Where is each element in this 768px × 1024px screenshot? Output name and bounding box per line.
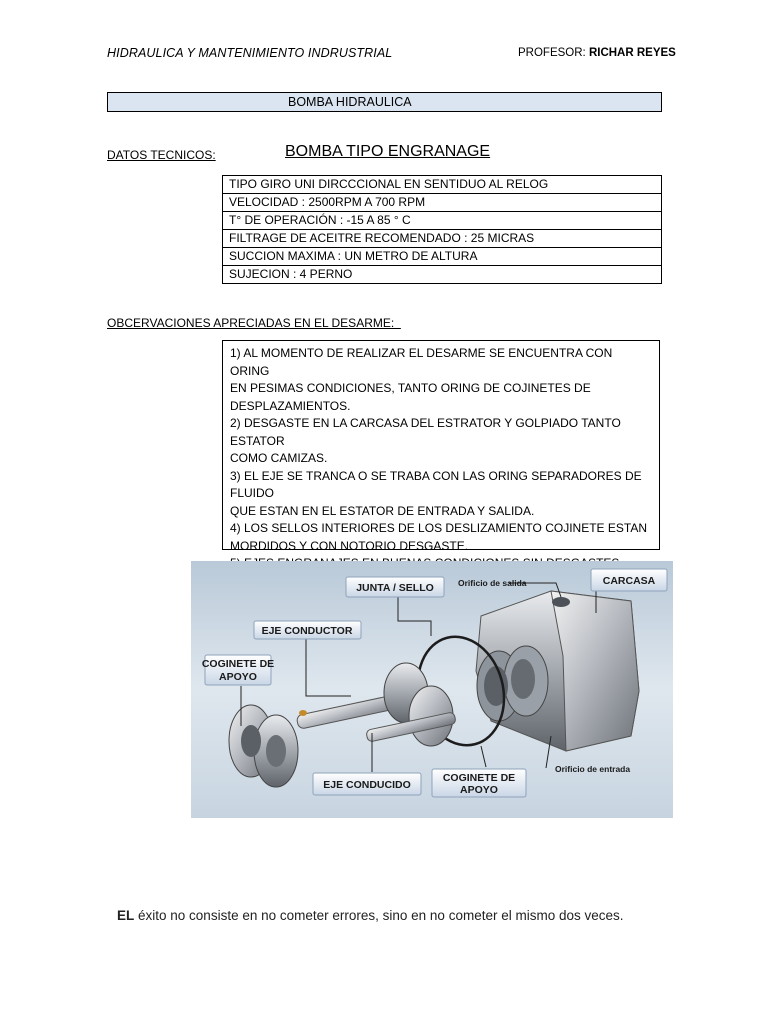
spec-cell: FILTRAGE DE ACEITRE RECOMENDADO : 25 MICRAS — [223, 230, 662, 248]
quote-lead: EL — [117, 908, 135, 923]
observation-line: EN PESIMAS CONDICIONES, TANTO ORING DE COJINETES DE — [230, 381, 591, 395]
table-row — [223, 212, 662, 230]
specs-table — [222, 175, 662, 284]
observation-line: COMO CAMIZAS. — [230, 451, 328, 465]
observation-line: MORDIDOS Y CON NOTORIO DESGASTE. — [230, 538, 469, 553]
label-eje-conductor — [254, 621, 361, 639]
observations-label: OBCERVACIONES APRECIADAS EN EL DESARME: — [107, 316, 401, 330]
page-title: BOMBA HIDRAULICA — [288, 95, 412, 109]
label-coginete-right — [432, 769, 526, 797]
orificio-salida-label: Orificio de salida — [458, 578, 527, 588]
label-carcasa — [591, 569, 667, 591]
coginete-left-line1: COGINETE DE — [201, 658, 275, 670]
observation-line: QUE ESTAN EN EL ESTATOR DE ENTRADA Y SALIDA. — [230, 503, 535, 518]
observation-line: 1) AL MOMENTO DE REALIZAR EL DESARME SE ENCUENTRA CON ORING — [230, 346, 613, 378]
spec-cell: VELOCIDAD : 2500RPM A 700 RPM — [223, 194, 662, 212]
pump-exploded-diagram — [191, 561, 673, 818]
spec-cell: SUCCION MAXIMA : UN METRO DE ALTURA — [223, 248, 662, 266]
eje-conducido-label: EJE CONDUCIDO — [323, 779, 411, 791]
spec-cell: T° DE OPERACIÓN : -15 A 85 ° C — [223, 212, 662, 230]
observation-line: 2) DESGASTE EN LA CARCASA DEL ESTRATOR Y GOLPIADO TANTO ESTATOR — [230, 416, 621, 448]
closing-quote — [107, 906, 660, 926]
table-row — [223, 230, 662, 248]
table-row — [223, 194, 662, 212]
carcasa-label: CARCASA — [602, 575, 656, 587]
spec-cell: SUJECION : 4 PERNO — [223, 266, 662, 284]
course-title: HIDRAULICA Y MANTENIMIENTO INDRUSTRIAL — [107, 46, 393, 60]
eje-conductor-label: EJE CONDUCTOR — [261, 625, 353, 637]
observations-box — [222, 340, 660, 553]
observation-line: 3) EL EJE SE TRANCA O SE TRABA CON LAS ORING SEPARADORES DE FLUIDO — [230, 468, 642, 500]
professor-line — [518, 47, 676, 59]
coginete-right-line1: COGINETE DE — [442, 772, 516, 784]
table-row — [223, 248, 662, 266]
junta-label: JUNTA / SELLO — [356, 582, 434, 594]
datos-tecnicos-label: DATOS TECNICOS: — [107, 148, 216, 162]
title-bar — [107, 92, 662, 112]
pump-diagram-svg — [191, 561, 673, 818]
spec-cell: TIPO GIRO UNI DIRCCCIONAL EN SENTIDUO AL RELOG — [223, 176, 662, 194]
label-eje-conducido — [313, 773, 421, 795]
quote-text: éxito no consiste en no cometer errores, sino en no cometer el mismo dos veces. — [134, 908, 624, 923]
pump-type-title: BOMBA TIPO ENGRANAGE — [285, 143, 491, 160]
table-row — [223, 176, 662, 194]
table-row — [223, 266, 662, 284]
label-coginete-left — [202, 655, 274, 685]
coginete-left-line2: APOYO — [219, 671, 257, 683]
observation-line: DESPLAZAMIENTOS. — [230, 398, 351, 413]
observation-line: 4) LOS SELLOS INTERIORES DE LOS DESLIZAMIENTO COJINETE ESTAN — [230, 521, 647, 535]
label-junta — [346, 577, 444, 597]
professor-label: PROFESOR: — [518, 47, 589, 59]
professor-name: RICHAR REYES — [588, 47, 676, 59]
orificio-entrada-label: Orificio de entrada — [555, 764, 631, 774]
coginete-right-line2: APOYO — [460, 784, 498, 796]
